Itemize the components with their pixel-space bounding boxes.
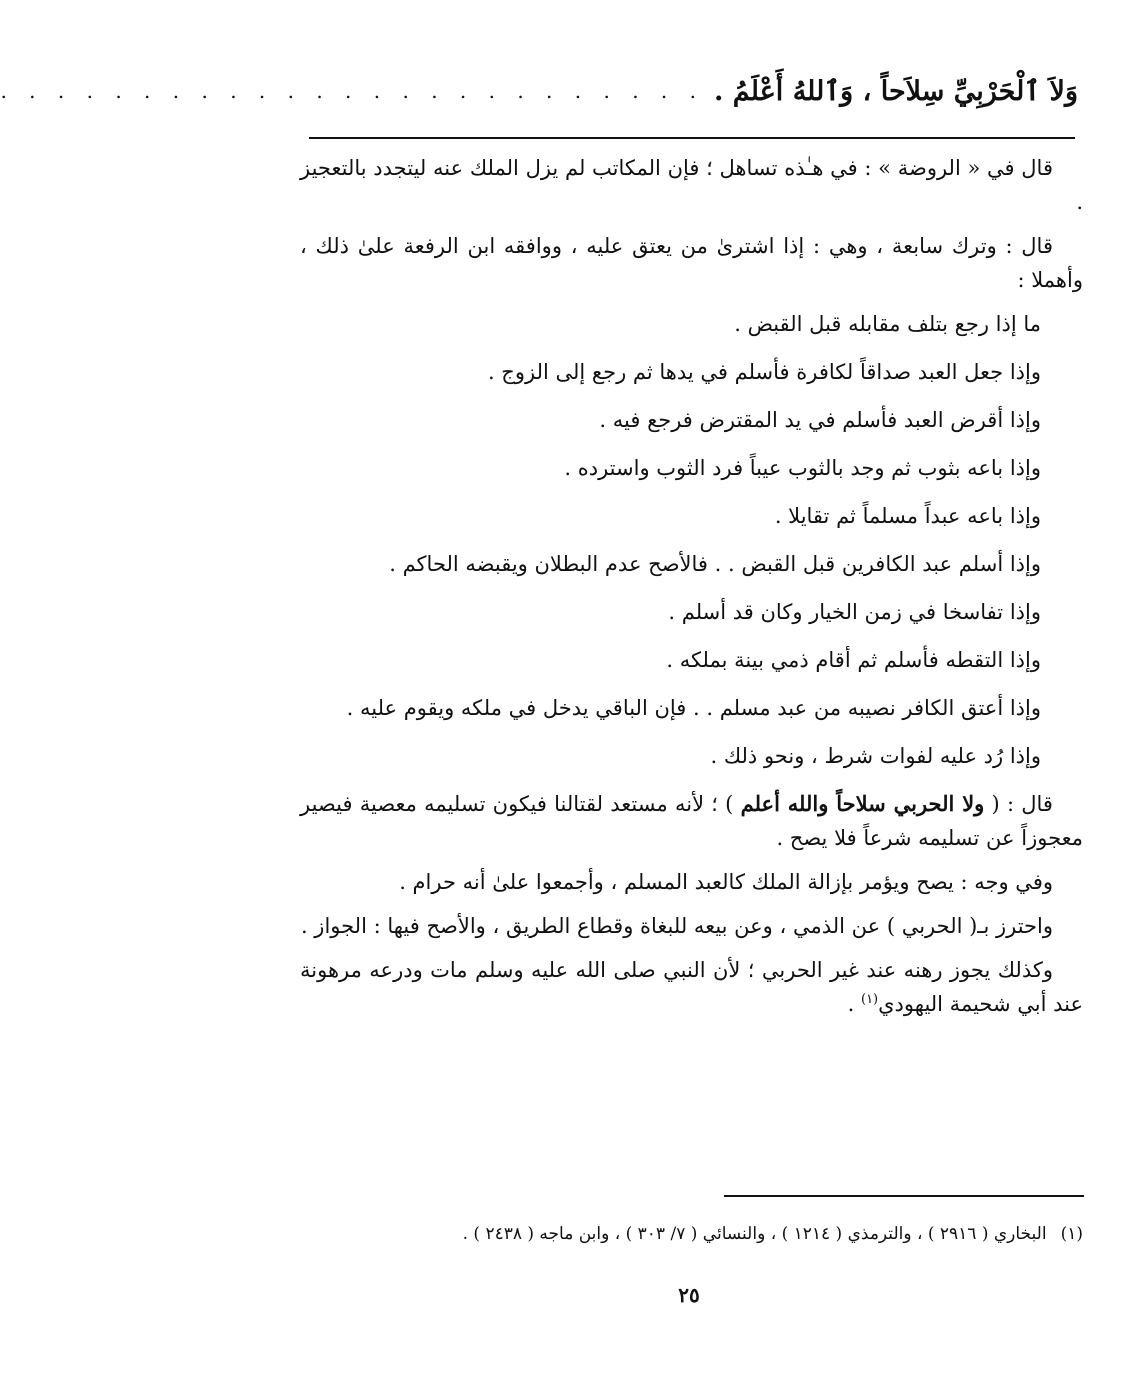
running-header-title: وَلاَ ٱلْحَرْبِيِّ سِلاَحاً ، وَٱللهُ أَعْلَمُ . xyxy=(713,75,1078,107)
paragraph-rawda: قال في « الروضة » : في هـٰذه تساهل ؛ فإن المكاتب لم يزل الملك عنه ليتجدد بالتعجيز . xyxy=(300,156,1083,214)
footnote-number: (١) xyxy=(1060,1224,1083,1244)
list-item: ما إذا رجع بتلف مقابله قبل القبض . xyxy=(734,312,1041,336)
paragraph-rahn xyxy=(300,953,1083,1021)
running-header xyxy=(0,66,1078,116)
footnote xyxy=(300,1220,1083,1248)
list-item: وإذا تفاسخا في زمن الخيار وكان قد أسلم . xyxy=(668,600,1041,624)
list-item: وإذا رُد عليه لفوات شرط ، ونحو ذلك . xyxy=(710,744,1041,768)
paragraph-wajh: وفي وجه : يصح ويؤمر بإزالة الملك كالعبد المسلم ، وأجمعوا علىٰ أنه حرام . xyxy=(399,870,1053,894)
matn-quote: ولا الحربي سلاحاً والله أعلم xyxy=(740,791,985,816)
list-item: وإذا أقرض العبد فأسلم في يد المقترض فرجع فيه . xyxy=(599,408,1041,432)
main-text xyxy=(300,151,1083,1031)
footnote-rule xyxy=(724,1195,1084,1197)
list-item: وإذا جعل العبد صداقاً لكافرة فأسلم في يدها ثم رجع إلى الزوج . xyxy=(487,360,1041,384)
paragraph-rahn-end: . xyxy=(847,992,861,1016)
paragraph-harbi xyxy=(300,787,1083,855)
list-item: وإذا أعتق الكافر نصيبه من عبد مسلم . . فإن الباقي يدخل في ملكه ويقوم عليه . xyxy=(346,696,1041,720)
running-header-dots: . . . . . . . . . . . . . . . . . . . . . . . . . xyxy=(0,79,704,103)
footnote-reference: (١) xyxy=(860,992,879,1007)
paragraph-harbi-prefix: قال : ( xyxy=(984,792,1053,816)
exceptions-list xyxy=(300,307,1083,773)
paragraph-harbi-suffix: ) ؛ لأنه مستعد لقتالنا فيكون تسليمه معصية فيصير معجوزاً عن تسليمه شرعاً فلا يصح . xyxy=(300,792,1083,850)
header-rule xyxy=(309,137,1075,139)
list-item: وإذا باعه عبداً مسلماً ثم تقايلا . xyxy=(774,504,1041,528)
page-number: ٢٥ xyxy=(678,1283,700,1307)
list-item: وإذا باعه بثوب ثم وجد بالثوب عيباً فرد الثوب واسترده . xyxy=(564,456,1041,480)
paragraph-seventh: قال : وترك سابعة ، وهي : إذا اشترىٰ من يعتق عليه ، ووافقه ابن الرفعة علىٰ ذلك ، وأهملا : xyxy=(300,234,1083,292)
list-item: وإذا أسلم عبد الكافرين قبل القبض . . فالأصح عدم البطلان ويقبضه الحاكم . xyxy=(389,552,1041,576)
paragraph-rahn-text: وكذلك يجوز رهنه عند غير الحربي ؛ لأن النبي صلى الله عليه وسلم مات ودرعه مرهونة عند أبي شحيمة اليهودي xyxy=(300,958,1083,1016)
footnote-text: البخاري ( ٢٩١٦ ) ، والترمذي ( ١٢١٤ ) ، والنسائي ( ٧/ ٣٠٣ ) ، وابن ماجه ( ٢٤٣٨ ) . xyxy=(462,1224,1047,1244)
paragraph-ihtaraz: واحترز بـ( الحربي ) عن الذمي ، وعن بيعه للبغاة وقطاع الطريق ، والأصح فيها : الجواز . xyxy=(300,914,1053,938)
list-item: وإذا التقطه فأسلم ثم أقام ذمي بينة بملكه . xyxy=(666,648,1041,672)
